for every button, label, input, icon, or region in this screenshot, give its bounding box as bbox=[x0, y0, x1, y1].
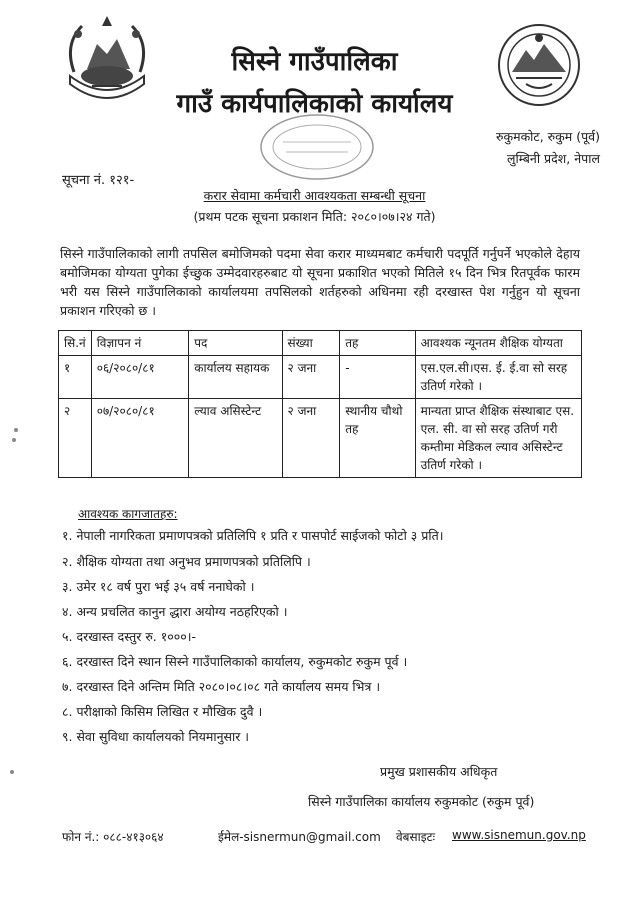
table-row bbox=[59, 399, 582, 478]
header-cell: विज्ञापन नं bbox=[91, 331, 189, 356]
document-item: ८. परीक्षाको किसिम लिखित र मौखिक दुवै । bbox=[62, 704, 263, 719]
scan-speck bbox=[12, 438, 16, 442]
table-row bbox=[59, 356, 582, 399]
table-cell: २ bbox=[59, 399, 92, 478]
document-item: ३. उमेर १८ वर्ष पुरा भई ३५ वर्ष ननाघेको । bbox=[62, 579, 255, 594]
scan-speck bbox=[10, 770, 14, 774]
office-title-line1: सिस्ने गाउँपालिका bbox=[231, 47, 398, 77]
office-stamp-icon bbox=[258, 112, 376, 182]
table-cell: ०७/२०८०/८१ bbox=[91, 399, 189, 478]
signature-office: सिस्ने गाउँपालिका कार्यालय रुकुमकोट (रुकुम पूर्व) bbox=[308, 794, 535, 809]
document-item: ९. सेवा सुविधा कार्यालयको नियमानुसार । bbox=[62, 729, 250, 744]
scan-speck bbox=[14, 428, 18, 432]
notice-number: सूचना नं. १२१- bbox=[62, 173, 135, 188]
address-line2: लुम्बिनी प्रदेश, नेपाल bbox=[506, 151, 600, 166]
vacancy-table bbox=[58, 330, 582, 478]
document-item: १. नेपाली नागरिकता प्रमाणपत्रको प्रतिलिपि १ प्रति र पासपोर्ट साईजको फोटो ३ प्रति। bbox=[62, 528, 444, 543]
documents-title: आवश्यक कागजातहरु: bbox=[78, 507, 178, 521]
header-cell: सि.नं bbox=[59, 331, 92, 356]
table-cell: कार्यालय सहायक bbox=[189, 356, 282, 399]
footer-website-link[interactable]: www.sisnemun.gov.np bbox=[452, 828, 586, 842]
table-cell: ल्याव असिस्टेन्ट bbox=[189, 399, 282, 478]
signature-role: प्रमुख प्रशासकीय अधिकृत bbox=[380, 764, 498, 779]
table-cell: एस.एल.सी।एस. ई. ई.वा सो सरह उतिर्ण गरेको । bbox=[415, 356, 581, 399]
office-title-line2: गाउँ कार्यपालिकाको कार्यालय bbox=[176, 89, 453, 119]
table-header-row bbox=[59, 331, 582, 356]
document-item: ४. अन्य प्रचलित कानुन द्धारा अयोग्य नठहरिएको । bbox=[62, 604, 288, 619]
table-cell: स्थानीय चौथो तह bbox=[340, 399, 415, 478]
publish-date: (प्रथम पटक सूचना प्रकाशन मिति: २०८०।०७।२४ गते) bbox=[193, 209, 436, 224]
table-cell: - bbox=[340, 356, 415, 399]
footer-email: ईमेल-sisnermun@gmail.com bbox=[218, 830, 381, 844]
document-item: ५. दरखास्त दस्तुर रु. १०००।- bbox=[62, 629, 197, 644]
table-cell: १ bbox=[59, 356, 92, 399]
table-cell: मान्यता प्राप्त शैक्षिक संस्थाबाट एस. एल. सी. वा सो सरह उतिर्ण गरी कम्तीमा मेडिकल ल्याव असिस्टेन्ट उतिर्ण गरेको । bbox=[415, 399, 581, 478]
address-line1: रुकुमकोट, रुकुम (पूर्व) bbox=[496, 129, 600, 144]
header-cell: संख्या bbox=[282, 331, 340, 356]
header-cell: तह bbox=[340, 331, 415, 356]
table-cell: २ जना bbox=[282, 399, 340, 478]
document-item: ७. दरखास्त दिने अन्तिम मिति २०८०।०८।०८ गते कार्यालय समय भित्र । bbox=[62, 679, 381, 694]
document-item: २. शैक्षिक योग्यता तथा अनुभव प्रमाणपत्रको प्रतिलिपि । bbox=[62, 554, 311, 569]
table-cell: ०६/२०८०/८१ bbox=[91, 356, 189, 399]
footer-phone: फोन नं.: ०८८-४१३०६४ bbox=[62, 830, 164, 844]
table-cell: २ जना bbox=[282, 356, 340, 399]
header-cell: आवश्यक न्यूनतम शैक्षिक योग्यता bbox=[415, 331, 581, 356]
footer-website-label: वेबसाइटः bbox=[396, 830, 436, 844]
document-item: ६. दरखास्त दिने स्थान सिस्ने गाउँपालिकाको कार्यालय, रुकुमकोट रुकुम पूर्व । bbox=[62, 654, 408, 669]
notice-subject: करार सेवामा कर्मचारी आवश्यकता सम्बन्धी सूचना bbox=[203, 188, 426, 203]
header-cell: पद bbox=[189, 331, 282, 356]
intro-paragraph: सिस्ने गाउँपालिकाको लागी तपसिल बमोजिमको पदमा सेवा करार माध्यमबाट कर्मचारी पदपूर्ति गर्नुपर्ने भएकोले देहाय बमोजिमका योग्यता पुगेका ईच्छुक उम्मेदवारहरुबाट यो सूचना प्रकाशित भएको मितिले १५ दिन भित्र रितपूर्वक फारम भरी यस सिस्ने गाउँपालिकाको कार्यालयमा तपसिलको शर्तहरुको अधिनमा रही दरखास्त पेश गर्नुहुन यो सूचना प्रकाशन गरिएको छ । bbox=[60, 246, 580, 318]
